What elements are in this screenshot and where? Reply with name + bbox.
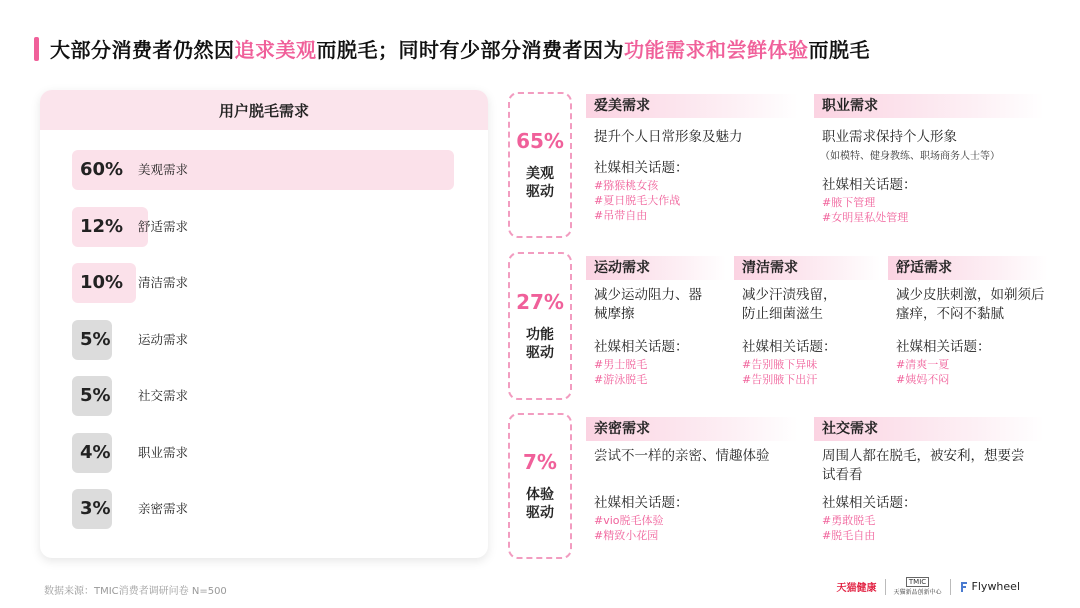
title-part-2: 而脱毛；同时有少部分消费者因为 — [316, 38, 624, 62]
bar-row — [72, 207, 472, 247]
card-heading: 爱美需求 — [586, 94, 798, 118]
tmic-logo-mark: TMIC — [906, 577, 929, 587]
card-qingjie — [734, 256, 880, 387]
title-part-3: 而脱毛 — [808, 38, 870, 62]
topic-tag: #vio脱毛体验 — [594, 514, 664, 527]
title-highlight-2: 功能需求和尝鲜体验 — [624, 38, 809, 62]
bar-category-label: 舒适需求 — [138, 218, 189, 234]
card-description: 减少运动阻力、器械摩擦 — [594, 287, 702, 322]
topic-tag: #腋下管理 — [822, 196, 876, 209]
bar-category-label: 清洁需求 — [138, 275, 189, 290]
bar-category-label: 职业需求 — [138, 444, 189, 460]
bar-value-label: 12% — [80, 215, 124, 237]
group-pct: 65% — [516, 129, 564, 153]
chart-panel — [40, 90, 488, 558]
group-label: 美观驱动 — [526, 166, 554, 200]
bar-row — [72, 489, 472, 529]
tmic-logo — [894, 577, 942, 596]
card-zhiye — [814, 94, 1044, 225]
topic-title: 社媒相关话题： — [594, 495, 689, 511]
bar — [72, 150, 454, 190]
topic-tag: #男士脱毛 — [594, 358, 648, 371]
bar-category-label: 亲密需求 — [138, 501, 189, 516]
topic-title: 社媒相关话题： — [896, 339, 991, 355]
group-label: 功能驱动 — [526, 327, 554, 361]
topic-tag: #女明星私处管理 — [822, 211, 909, 224]
logo-strip — [837, 577, 1020, 596]
chart-title: 用户脱毛需求 — [40, 90, 488, 130]
bar-category-label: 运动需求 — [138, 331, 189, 347]
bar-value-label: 4% — [80, 441, 111, 463]
tmic-logo-subtext: 天猫新品创新中心 — [893, 589, 942, 596]
card-description: 尝试不一样的亲密、情趣体验 — [594, 448, 770, 464]
topic-tag: #吊带自由 — [594, 209, 648, 222]
topic-tag: #脱毛自由 — [822, 529, 876, 542]
card-heading: 舒适需求 — [888, 256, 1048, 280]
bar-category-label: 美观需求 — [138, 162, 189, 177]
topic-tag: #告别腋下出汗 — [742, 373, 818, 386]
card-heading: 运动需求 — [586, 256, 726, 280]
group-badge-experience — [508, 413, 572, 559]
bar-value-label: 5% — [80, 385, 111, 406]
card-subnote: （如模特、健身教练、职场商务人士等） — [820, 151, 1000, 162]
card-heading: 社交需求 — [814, 417, 1044, 441]
page-title — [50, 34, 870, 63]
card-yundong — [586, 256, 726, 387]
topic-tag: #告别腋下异味 — [742, 358, 818, 371]
card-shushi — [888, 256, 1048, 387]
bar-row — [72, 150, 472, 190]
card-heading: 亲密需求 — [586, 417, 798, 441]
group-badge-function — [508, 252, 572, 400]
topic-title: 社媒相关话题： — [822, 495, 917, 511]
bar-value-label: 5% — [80, 328, 111, 350]
topic-tag: #清爽一夏 — [896, 358, 950, 371]
flywheel-logo — [959, 580, 1020, 593]
title-highlight-1: 追求美观 — [234, 38, 317, 62]
topic-title: 社媒相关话题： — [594, 339, 689, 355]
bar-value-label: 10% — [80, 272, 124, 293]
tmall-health-logo: 天猫健康 — [836, 583, 877, 594]
group-pct: 7% — [523, 450, 557, 474]
bar-row — [72, 376, 472, 416]
logo-divider — [950, 579, 951, 595]
card-description: 减少皮肤刺激，如剃须后瘙痒，不闷不黏腻 — [896, 287, 1045, 322]
bar-row — [72, 320, 472, 360]
topic-tag: #游泳脱毛 — [594, 373, 648, 386]
topic-tag: #精致小花园 — [594, 529, 659, 542]
group-label: 体验驱动 — [526, 487, 554, 521]
topic-tag: #姨妈不闷 — [896, 373, 950, 386]
topic-title: 社媒相关话题： — [594, 160, 689, 176]
bar-value-label: 3% — [80, 498, 111, 519]
title-accent-bar — [34, 37, 39, 61]
card-description: 周围人都在脱毛，被安利，想要尝试看看 — [822, 448, 1025, 483]
card-aimei — [586, 94, 798, 223]
topic-title: 社媒相关话题： — [742, 339, 837, 355]
flywheel-mark-icon — [959, 581, 969, 593]
group-pct: 27% — [516, 290, 564, 314]
logo-divider — [885, 579, 886, 595]
bar-category-label: 社交需求 — [138, 388, 189, 403]
topic-tag: #勇敢脱毛 — [822, 514, 876, 527]
card-description: 减少汗渍残留，防止细菌滋生 — [742, 287, 837, 322]
card-heading: 职业需求 — [814, 94, 1044, 118]
group-badge-beauty — [508, 92, 572, 238]
topic-tag: #夏日脱毛大作战 — [594, 194, 681, 207]
topic-title: 社媒相关话题： — [822, 177, 917, 193]
card-description: 职业需求保持个人形象 — [822, 129, 957, 145]
bar-row — [72, 263, 472, 303]
flywheel-logo-text: Flywheel — [971, 580, 1020, 593]
card-description: 提升个人日常形象及魅力 — [594, 129, 743, 145]
card-heading: 清洁需求 — [734, 256, 880, 280]
card-qinmi — [586, 417, 798, 543]
title-part-1: 大部分消费者仍然因 — [50, 38, 235, 62]
bar-row — [72, 433, 472, 473]
bar-value-label: 60% — [80, 159, 124, 180]
data-source-note: 数据来源：TMIC消费者调研问卷 N=500 — [44, 586, 227, 597]
card-shejiao — [814, 417, 1044, 543]
topic-tag: #猕猴桃女孩 — [594, 179, 659, 192]
